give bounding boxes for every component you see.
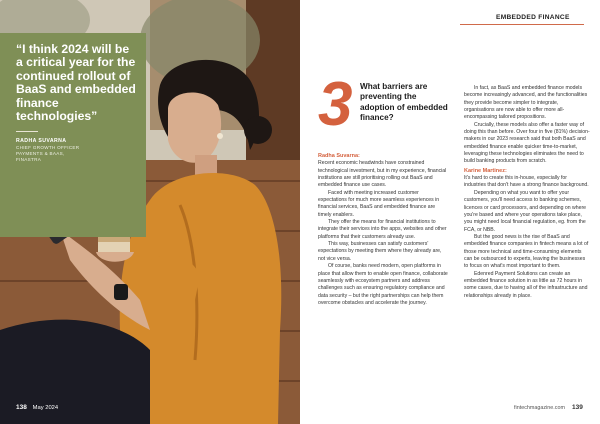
article-paragraph: In fact, as BaaS and embedded finance models become increasingly advanced, and the functionalities they provide become simpler to integrate, organisations are now able to offer more all-encompassing tailored propositions.	[464, 85, 588, 121]
speaker-name: Karine Martinez:	[464, 167, 507, 174]
quote-attribution-name: RADHA SUVARNA	[16, 138, 67, 145]
article-column-2	[464, 85, 590, 300]
speaker-name: Radha Suvarna:	[318, 153, 360, 159]
article-paragraph: They offer the means for financial institutions to integrate their services into the apps, websites and other platforms that their customers already use.	[318, 219, 447, 240]
article-paragraph: Depending on what you want to offer your customers, you'll need access to banking schemes, licences or card processors, and depending on where you're based and where your operations take place, you might need local financial regulation, eg. from the FCA, or NBB.	[464, 189, 587, 233]
article-paragraph: It's hard to create this in-house, especially for industries that don't have a strong finance background.	[464, 175, 589, 189]
pull-quote-box	[0, 33, 146, 237]
right-page	[300, 0, 600, 424]
article-paragraph: Faced with meeting increased customer expectations for much more seamless experiences in financial services, BaaS and embedded finance are timely enablers.	[318, 189, 440, 218]
left-page-number: 138	[16, 404, 27, 411]
pull-quote: “I think 2024 will be a critical year for the continued rollout of BaaS and embedded finance technologies”	[16, 42, 136, 124]
left-page-footer	[16, 404, 58, 411]
question-number: 3	[318, 70, 353, 139]
article-column-1	[318, 151, 448, 307]
article-paragraph: But the good news is the rise of BaaS and embedded finance companies in fintech means a lot of those more technical and time-consuming elements can be outsourced to experts, leaving the businesses to focus on what's most important to them.	[464, 233, 589, 270]
right-page-number: 139	[572, 404, 583, 411]
issue-date: May 2024	[32, 405, 59, 411]
section-rule	[460, 24, 584, 25]
footer-url: fintechmagazine.com	[514, 405, 565, 411]
section-label: EMBEDDED FINANCE	[496, 14, 570, 21]
quote-divider	[16, 131, 38, 132]
quote-attribution-role: CHIEF GROWTH OFFICER PAYMENTS & BAAS, FINASTRA	[16, 145, 80, 163]
article-paragraph: Edenred Payment Solutions can create an embedded finance solution in as little as 72 hours in some cases, due to having all of the infrastructure and relationships already in place.	[464, 270, 588, 299]
article-paragraph: Crucially, these models also offer a faster way of doing this than before. Over four in five (81%) decision-makers in our 2023 research said that both BaaS and embedded finance enable quicker time-to-market, leveraging these technologies eliminates the need to build banking products from scratch.	[464, 121, 590, 165]
article-paragraph: Recent economic headwinds have constrained technological investment, but in my experience, financial institutions are still prioritising rolling out BaaS and embedded finance use cases.	[318, 160, 447, 189]
question-heading: What barriers are preventing the adoption of embedded finance?	[360, 82, 448, 123]
article-paragraph: This way, businesses can satisfy customers' expectations by meeting them where they already are, not vice versa.	[318, 241, 442, 262]
article-paragraph: Of course, banks need modern, open platforms in place that allow them to enable open finance, collaborate seamlessly with ecosystem partners and address challenges such as ensuring regulatory compliance and data security – but the right partnerships can help them overcome obstacles and accelerate the journey.	[318, 263, 448, 306]
